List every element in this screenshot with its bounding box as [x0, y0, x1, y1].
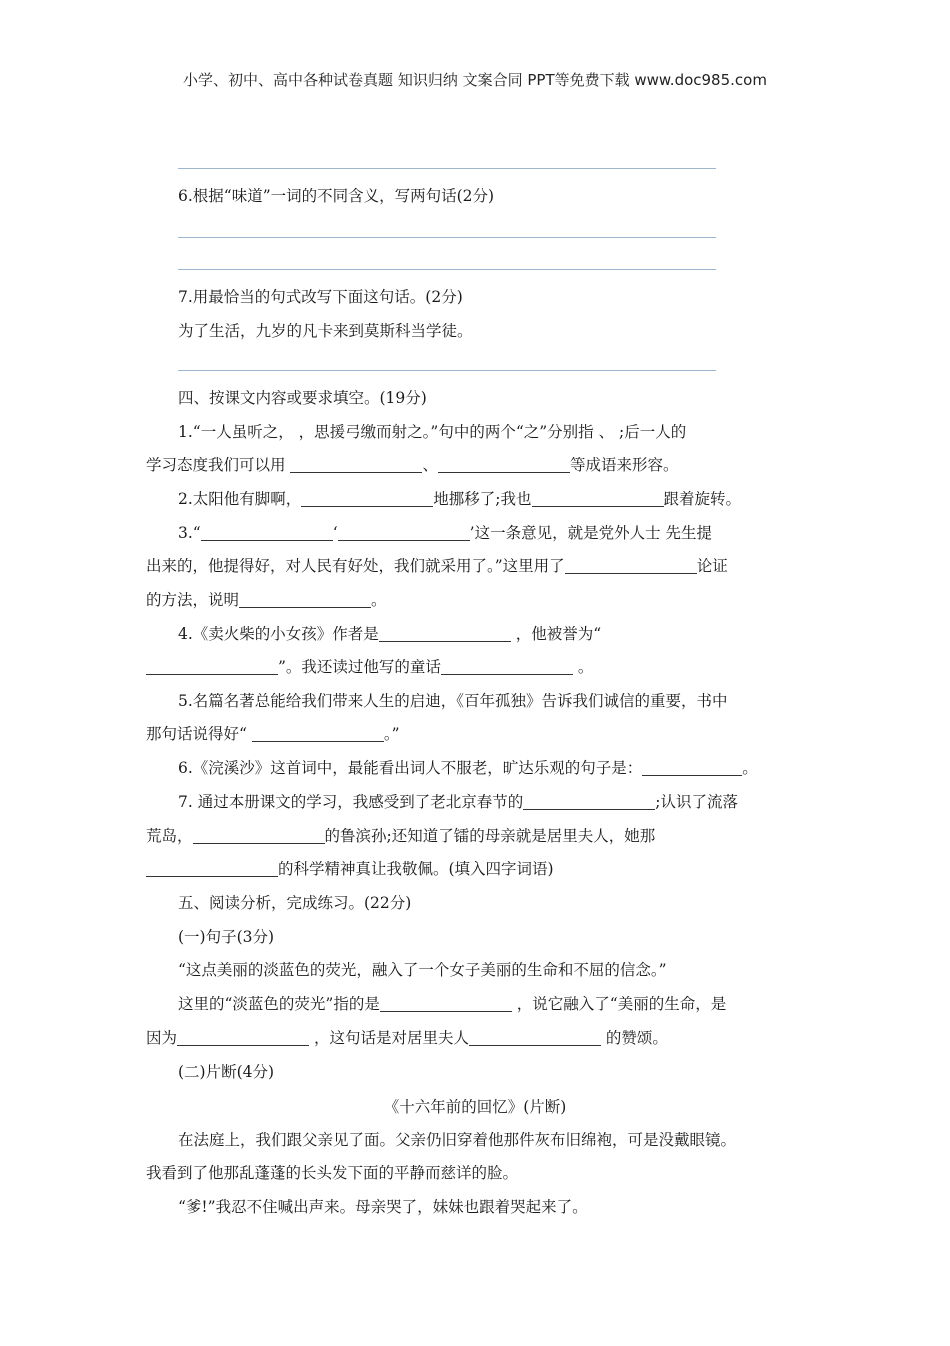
blank[interactable] [379, 625, 511, 642]
blank[interactable] [201, 524, 333, 541]
blank[interactable] [301, 490, 433, 507]
question-4-7-cont2: 的科学精神真让我敬佩。(填入四字词语) [146, 858, 800, 880]
question-s3-7: 7.用最恰当的句式改写下面这句话。(2分) [178, 288, 463, 306]
answer-line[interactable] [178, 269, 716, 270]
quoted-sentence: “这点美丽的淡蓝色的荧光，融入了一个女子美丽的生命和不屈的信念。” [178, 961, 667, 979]
subsection-1-heading: (一)句子(3分) [178, 928, 275, 946]
question-4-6: 6.《浣溪沙》这首词中，最能看出词人不服老，旷达乐观的句子是： 。 [178, 759, 758, 777]
blank[interactable] [469, 1029, 601, 1046]
question-s3-7-sentence: 为了生活，九岁的凡卡来到莫斯科当学徒。 [178, 322, 473, 340]
blank[interactable] [565, 557, 697, 574]
blank[interactable] [523, 793, 655, 810]
question-4-4-cont: ”。我还读过他写的童话 。 [146, 656, 800, 678]
blank[interactable] [146, 658, 278, 675]
subsection-2-heading: (二)片断(4分) [178, 1063, 275, 1081]
question-4-3: 3.“ ‘ ’这一条意见，就是党外人士 先生提 [178, 524, 713, 542]
question-4-5-cont: 那句话说得好“ 。” [146, 725, 400, 743]
blank[interactable] [338, 524, 470, 541]
question-4-1: 1.“一人虽听之， ，思援弓缴而射之。”句中的两个“之”分别指 、 ;后一人的 [178, 423, 687, 441]
question-4-7: 7. 通过本册课文的学习，我感受到了老北京春节的 ;认识了流落 [178, 793, 738, 811]
blank[interactable] [252, 725, 384, 742]
question-4-1-cont: 学习态度我们可以用 、 等成语来形容。 [146, 456, 679, 474]
blank[interactable] [380, 995, 512, 1012]
blank[interactable] [193, 827, 325, 844]
question-4-4: 4.《卖火柴的小女孩》作者是 ，他被誉为“ [178, 625, 602, 643]
section-4-heading: 四、按课文内容或要求填空。(19分) [178, 389, 427, 407]
question-5-1-cont: 因为 ，这句话是对居里夫人 的赞颂。 [146, 1029, 668, 1047]
answer-line[interactable] [178, 370, 716, 371]
passage-paragraph: 在法庭上，我们跟父亲见了面。父亲仍旧穿着他那件灰布旧绵袍，可是没戴眼镜。 [178, 1131, 737, 1149]
passage-paragraph-cont: 我看到了他那乱蓬蓬的长头发下面的平静而慈详的脸。 [146, 1164, 519, 1182]
section-5-heading: 五、阅读分析，完成练习。(22分) [178, 894, 412, 912]
blank[interactable] [438, 456, 570, 473]
question-5-1: 这里的“淡蓝色的荧光”指的是 ，说它融入了“美丽的生命，是 [178, 995, 727, 1013]
question-4-7-cont: 荒岛， 的鲁滨孙;还知道了镭的母亲就是居里夫人，她那 [146, 827, 656, 845]
blank[interactable] [642, 759, 742, 776]
question-4-3-cont2: 的方法，说明 。 [146, 591, 387, 609]
blank[interactable] [290, 456, 422, 473]
question-4-3-cont: 出来的，他提得好，对人民有好处，我们就采用了。”这里用了 论证 [146, 557, 728, 575]
blank[interactable] [146, 860, 278, 877]
passage-paragraph: “爹!”我忍不住喊出声来。母亲哭了，妹妹也跟着哭起来了。 [178, 1198, 588, 1216]
page-header: 小学、初中、高中各种试卷真题 知识归纳 文案合同 PPT等免费下载 www.doc985.com [183, 71, 767, 89]
blank[interactable] [239, 591, 371, 608]
question-4-2: 2.太阳他有脚啊， 地挪移了;我也 跟着旋转。 [178, 490, 742, 508]
answer-line[interactable] [178, 237, 716, 238]
blank[interactable] [441, 658, 573, 675]
blank[interactable] [177, 1029, 309, 1046]
blank[interactable] [532, 490, 664, 507]
question-s3-6: 6.根据“味道”一词的不同含义，写两句话(2分) [178, 187, 495, 205]
question-4-5: 5.名篇名著总能给我们带来人生的启迪，《百年孤独》告诉我们诚信的重要，书中 [178, 692, 728, 710]
passage-title: 《十六年前的回忆》(片断) [383, 1098, 567, 1116]
answer-line[interactable] [178, 168, 716, 169]
